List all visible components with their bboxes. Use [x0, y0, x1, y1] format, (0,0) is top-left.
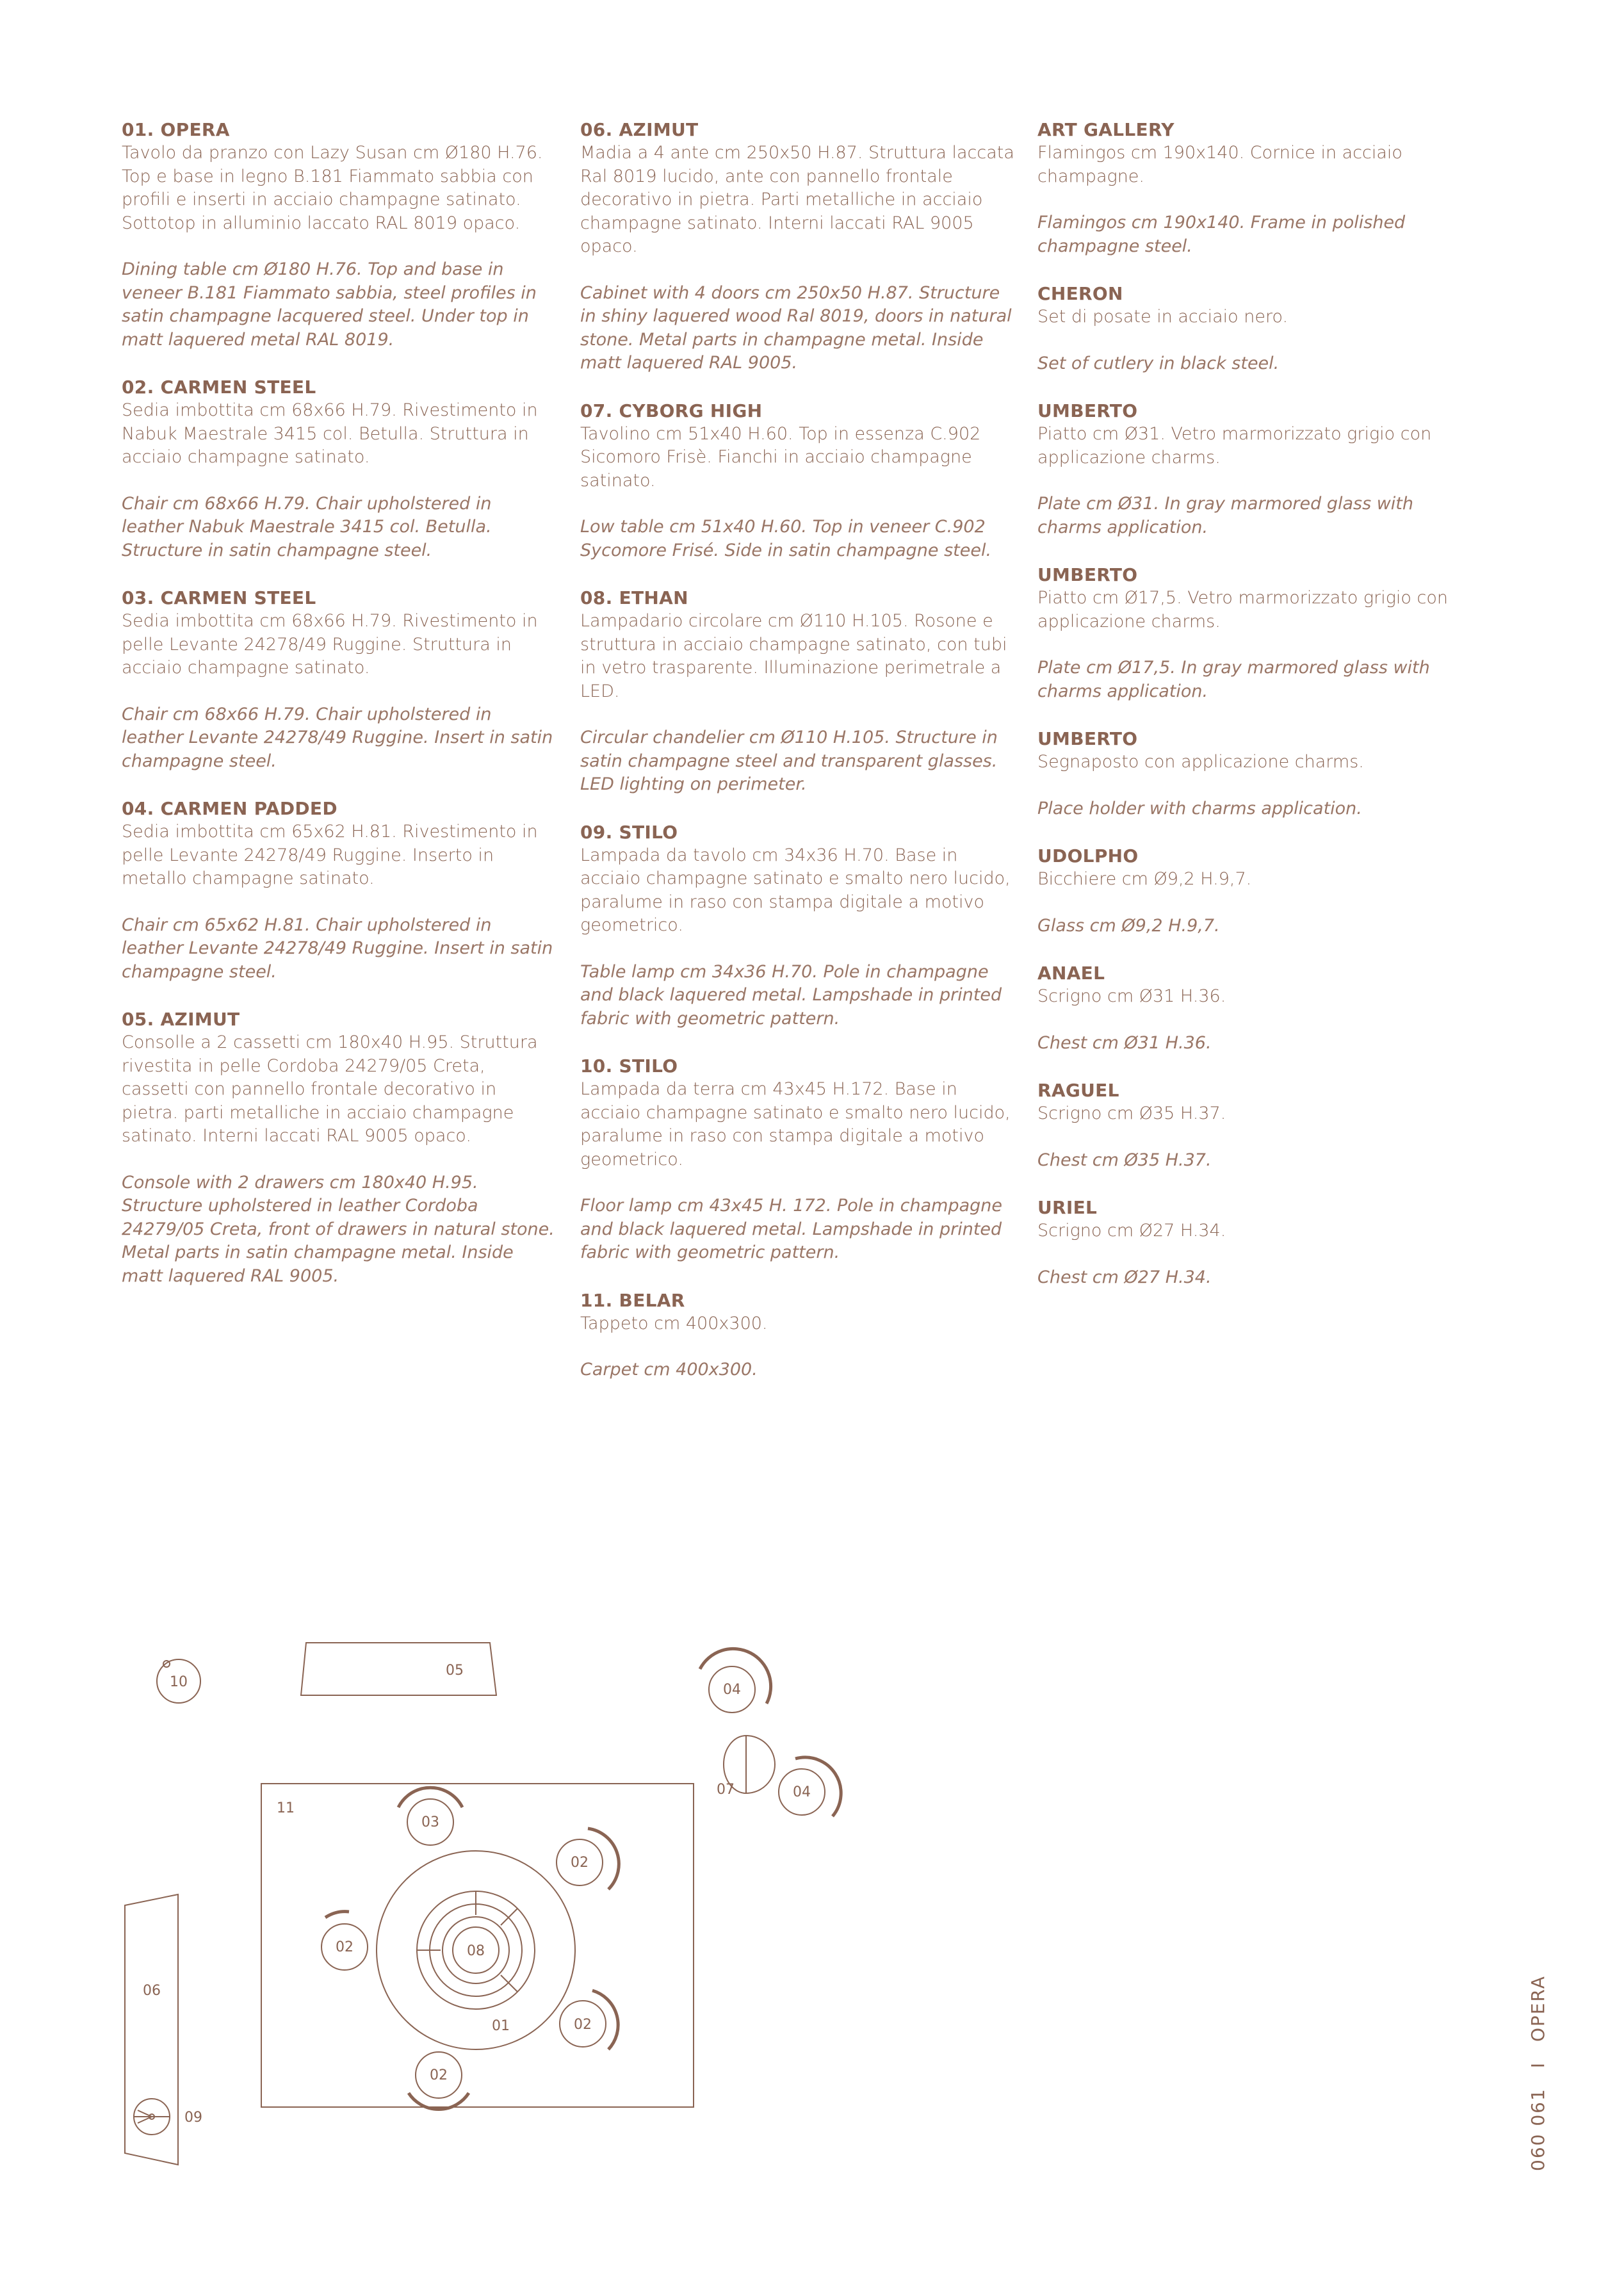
plan-floor-lamp-10: [157, 1659, 200, 1703]
accessory-description-en: Chest cm Ø31 H.36.: [1037, 1032, 1212, 1053]
plan-chair-02-upper-right: [557, 1828, 619, 1889]
plan-table-lamp-09: [134, 2099, 202, 2135]
accessory-title: ANAEL: [1037, 963, 1105, 984]
product-title: 10. STILO: [580, 1055, 678, 1077]
plan-label: 04: [723, 1682, 741, 1698]
plan-label: 02: [336, 1939, 354, 1955]
product-description-en: Console with 2 drawers cm 180x40 H.95. Structure upholstered in leather Cordoba 24279/05 Creta, front of drawers in natural stone. Metal parts in satin champagne metal. Inside matt laquered RAL 9005.: [122, 1172, 555, 1286]
accessory-description-it: Bicchiere cm Ø9,2 H.9,7.: [1037, 869, 1252, 889]
plan-low-table-07: [717, 1736, 775, 1798]
plan-console-05: [301, 1643, 496, 1695]
product-description-en: Chair cm 68x66 H.79. Chair upholstered in leather Levante 24278/49 Ruggine. Insert in satin champagne steel.: [122, 704, 553, 771]
accessory-description-en: Plate cm Ø31. In gray marmored glass with charms application.: [1037, 494, 1413, 537]
accessory-description-it: Piatto cm Ø31. Vetro marmorizzato grigio con applicazione charms.: [1037, 424, 1432, 468]
accessory-description-it: Piatto cm Ø17,5. Vetro marmorizzato grigio con applicazione charms.: [1037, 588, 1449, 631]
accessory-description-it: Segnaposto con applicazione charms.: [1037, 752, 1364, 772]
plan-cabinet-06: [125, 1894, 178, 2165]
accessory-title: UMBERTO: [1037, 400, 1138, 421]
product-title: 05. AZIMUT: [122, 1009, 240, 1030]
plan-label: 02: [430, 2067, 448, 2083]
product-description-it: Lampada da terra cm 43x45 H.172. Base in acciaio champagne satinato e smalto nero lucido, paralume in raso con stampa digitale a motivo geometrico.: [580, 1079, 1011, 1169]
plan-label: 02: [571, 1855, 589, 1871]
accessory-description-en: Chest cm Ø27 H.34.: [1037, 1267, 1212, 1287]
plan-chair-04-top: [700, 1649, 771, 1713]
footer-separator: I: [1527, 2062, 1548, 2069]
product-title: 09. STILO: [580, 821, 678, 843]
accessory-title: UMBERTO: [1037, 728, 1138, 749]
product-description-it: Lampada da tavolo cm 34x36 H.70. Base in acciaio champagne satinato e smalto nero lucido, paralume in raso con stampa digitale a motivo geometrico.: [580, 845, 1011, 935]
product-description-it: Tavolino cm 51x40 H.60. Top in essenza C.902 Sicomoro Frisè. Fianchi in acciaio champagne satinato.: [580, 423, 981, 491]
accessory-title: CHERON: [1037, 283, 1123, 304]
product-description-en: Table lamp cm 34x36 H.70. Pole in champagne and black laquered metal. Lampshade in printed fabric with geometric pattern.: [580, 961, 1002, 1029]
product-description-it: Sedia imbottita cm 68x66 H.79. Rivestimento in Nabuk Maestrale 3415 col. Betulla. Struttura in acciaio champagne satinato.: [122, 400, 538, 467]
product-title: 08. ETHAN: [580, 587, 688, 608]
product-description-it: Tappeto cm 400x300.: [580, 1313, 768, 1333]
product-description-en: Carpet cm 400x300.: [580, 1360, 758, 1380]
product-title: 02. CARMEN STEEL: [122, 377, 316, 398]
product-description-it: Consolle a 2 cassetti cm 180x40 H.95. Struttura rivestita in pelle Cordoba 24279/05 Creta, cassetti con pannello frontale decorativo in pietra. parti metalliche in acciaio champagne satinato. Interni laccati RAL 9005 opaco.: [122, 1032, 538, 1146]
plan-label: 07: [717, 1782, 735, 1798]
page-numbers: 060 061: [1527, 2088, 1548, 2171]
plan-chair-02-bottom: [409, 2052, 469, 2110]
product-title: 04. CARMEN PADDED: [122, 798, 337, 819]
accessory-description-en: Plate cm Ø17,5. In gray marmored glass with charms application.: [1037, 658, 1430, 701]
product-description-en: Floor lamp cm 43x45 H. 172. Pole in champagne and black laquered metal. Lampshade in printed fabric with geometric pattern.: [580, 1196, 1003, 1262]
plan-label: 08: [467, 1943, 485, 1959]
product-description-en: Chair cm 68x66 H.79. Chair upholstered in leather Nabuk Maestrale 3415 col. Betulla. Structure in satin champagne steel.: [122, 493, 492, 560]
product-description-it: Tavolo da pranzo con Lazy Susan cm Ø180 H.76. Top e base in legno B.181 Fiammato sabbia con profili e inserti in acciaio champagne satinato. Sottotop in alluminio laccato RAL 8019 opaco.: [122, 143, 543, 233]
plan-chair-02-left: [321, 1912, 368, 1970]
plan-label: 09: [184, 2110, 202, 2126]
product-description-en: Cabinet with 4 doors cm 250x50 H.87. Structure in shiny laquered wood Ral 8019, doors in natural stone. Metal parts in champagne metal. Inside matt laquered RAL 9005.: [580, 282, 1012, 373]
plan-label: 10: [170, 1674, 188, 1690]
product-description-it: Sedia imbottita cm 68x66 H.79. Rivestimento in pelle Levante 24278/49 Ruggine. Struttura in acciaio champagne satinato.: [122, 611, 538, 678]
plan-chair-03: [398, 1787, 462, 1845]
product-description-en: Dining table cm Ø180 H.76. Top and base in veneer B.181 Fiammato sabbia, steel profiles in satin champagne lacquered steel. Under top in matt laquered metal RAL 8019.: [122, 259, 537, 350]
accessory-title: UMBERTO: [1037, 564, 1138, 585]
accessory-description-en: Chest cm Ø35 H.37.: [1037, 1150, 1212, 1170]
product-title: 01. OPERA: [122, 119, 230, 140]
product-title: 06. AZIMUT: [580, 119, 699, 140]
accessory-title: URIEL: [1037, 1197, 1098, 1218]
product-description-en: Low table cm 51x40 H.60. Top in veneer C.902 Sycomore Frisé. Side in satin champagne steel.: [580, 517, 992, 560]
section-title: OPERA: [1527, 1975, 1548, 2042]
product-description-it: Lampadario circolare cm Ø110 H.105. Rosone e struttura in acciaio champagne satinato, con tubi in vetro trasparente. Illuminazione perimetrale a LED.: [580, 611, 1007, 701]
accessory-description-en: Place holder with charms application.: [1037, 798, 1362, 818]
product-title: 11. BELAR: [580, 1289, 685, 1311]
accessory-description-it: Flamingos cm 190x140. Cornice in acciaio champagne.: [1037, 143, 1402, 186]
product-description-it: Sedia imbottita cm 65x62 H.81. Rivestimento in pelle Levante 24278/49 Ruggine. Inserto in metallo champagne satinato.: [122, 822, 538, 888]
plan-label: 04: [793, 1784, 811, 1800]
accessory-title: ART GALLERY: [1037, 119, 1174, 140]
accessory-title: RAGUEL: [1037, 1080, 1119, 1101]
product-description-it: Madia a 4 ante cm 250x50 H.87. Struttura laccata Ral 8019 lucido, ante con pannello frontale decorativo in pietra. Parti metalliche in acciaio champagne satinato. Interni laccati RAL 9005 opaco.: [580, 143, 1014, 256]
plan-chair-02-lower-right: [560, 1991, 618, 2049]
plan-label: 06: [143, 1983, 161, 1999]
product-title: 03. CARMEN STEEL: [122, 587, 316, 608]
plan-chair-04-right: [779, 1757, 841, 1816]
plan-chandelier-08: [417, 1891, 535, 2009]
product-description-en: Circular chandelier cm Ø110 H.105. Structure in satin champagne steel and transparent glasses. LED lighting on perimeter.: [580, 728, 998, 794]
product-title: 07. CYBORG HIGH: [580, 400, 763, 421]
accessory-title: UDOLPHO: [1037, 845, 1139, 867]
product-description-en: Chair cm 65x62 H.81. Chair upholstered in leather Levante 24278/49 Ruggine. Insert in satin champagne steel.: [122, 915, 553, 982]
plan-label: 01: [492, 2018, 510, 2034]
accessory-description-it: Scrigno cm Ø35 H.37.: [1037, 1103, 1226, 1123]
page-footer: [1527, 1962, 1548, 2171]
accessory-description-it: Scrigno cm Ø31 H.36.: [1037, 986, 1226, 1006]
accessory-description-it: Scrigno cm Ø27 H.34.: [1037, 1221, 1226, 1241]
plan-label: 11: [277, 1800, 295, 1816]
plan-label: 02: [574, 2017, 592, 2033]
plan-label: 05: [446, 1663, 464, 1679]
accessory-description-en: Glass cm Ø9,2 H.9,7.: [1037, 915, 1220, 936]
accessory-description-en: Flamingos cm 190x140. Frame in polished champagne steel.: [1037, 213, 1406, 256]
plan-label: 03: [421, 1814, 439, 1830]
accessory-description-en: Set of cutlery in black steel.: [1037, 353, 1280, 373]
accessory-description-it: Set di posate in acciaio nero.: [1037, 307, 1288, 327]
